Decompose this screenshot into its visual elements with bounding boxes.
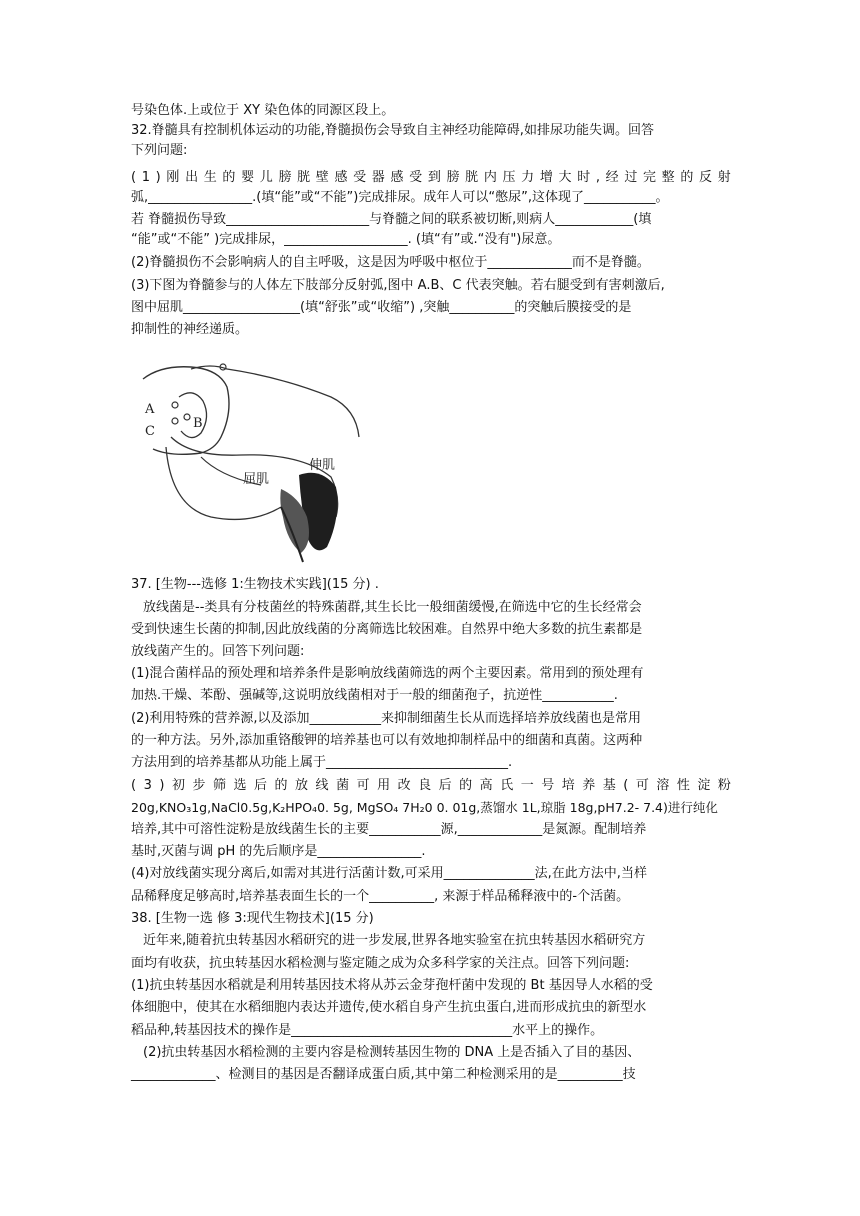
question-37-part-3: ( 3 ) 初 步 筛 选 后 的 放 线 菌 可 用 改 良 后 的 高 氏 一 号 培 养 基 ( 可 溶 性 淀 粉 (131, 778, 731, 793)
text-line: 加热.干燥、苯酚、强碱等,这说明放线菌相对于一般的细菌孢子，抗逆性___________. (131, 688, 618, 703)
synapse-b-dot (184, 414, 190, 420)
label-c: C (145, 424, 155, 439)
sensory-nerve (191, 366, 359, 437)
label-a: A (145, 402, 155, 417)
question-32-part-3: (3)下图为脊髓参与的人体左下肢部分反射弧,图中 A.B、C 代表突触。若右腿受到有害刺激后, (131, 278, 665, 293)
question-37-part-1: (1)混合菌样品的预处理和培养条件是影响放线菌筛选的两个主要因素。常用到的预处理有 (131, 666, 644, 681)
text-line: 图中屈肌__________________(填“舒张”或“收缩”) ,突触__________的突触后膜接受的是 (131, 300, 632, 315)
text-line: _____________、检测目的基因是否翻译成蛋白质,其中第二种检测采用的是__________技 (131, 1067, 636, 1082)
text-line: 方法用到的培养基都从功能上属于____________________________. (131, 755, 513, 770)
question-38-part-2: (2)抗虫转基因水稻检测的主要内容是检测转基因生物的 DNA 上是否插入了目的基因、 (143, 1045, 641, 1060)
text-line: 放线菌是--类具有分枝菌丝的特殊菌群,其生长比一般细菌缓慢,在筛选中它的生长经常会 (143, 600, 642, 615)
text-line: 近年来,随着抗虫转基因水稻研究的进一步发展,世界各地实验室在抗虫转基因水稻研究方 (143, 933, 646, 948)
text-line: 号染色体.上或位于 XY 染色体的同源区段上。 (131, 103, 395, 118)
text-line: 受到快速生长菌的抑制,因此放线菌的分离筛选比较困难。自然界中绝大多数的抗生素都是 (131, 622, 643, 637)
text-line: 培养,其中可溶性淀粉是放线菌生长的主要___________源,_____________是氮源。配制培养 (131, 822, 647, 837)
text-line: 面均有收获，抗虫转基因水稻检测与鉴定随之成为众多科学家的关注点。回答下列问题: (131, 956, 630, 971)
text-line: 稻品种,转基因技术的操作是__________________________________水平上的操作。 (131, 1023, 604, 1038)
text-line: 的一种方法。另外,添加重铬酸钾的培养基也可以有效地抑制样品中的细菌和真菌。这两种 (131, 733, 643, 748)
text-line: 若 脊髓损伤导致______________________与脊髓之间的联系被切断,则病人____________(填 (131, 212, 652, 227)
synapse-a-dot (172, 402, 178, 408)
question-32-heading: 32.脊髓具有控制机体运动的功能,脊髓损伤会导致自主神经功能障碍,如排尿功能失调。回答 (131, 123, 654, 138)
question-38-heading: 38. [生物一选 修 3:现代生物技术](15 分) (131, 911, 374, 926)
label-flexor: 屈肌 (243, 472, 270, 487)
text-line: 弧,________________.(填“能”或“不能”)完成排尿。成年人可以“憋尿”,这体现了___________。 (131, 190, 669, 205)
reflex-arc-figure (131, 357, 361, 569)
reflex-arc-diagram (131, 357, 361, 569)
text-line: 抑制性的神经递质。 (131, 322, 249, 337)
text-line: 品稀释度足够高时,培养基表面生长的一个__________, 来源于样品稀释液中的-个活菌。 (131, 889, 630, 904)
question-37-part-4: (4)对放线菌实现分离后,如需对其进行活菌计数,可采用______________法,在此方法中,当样 (131, 866, 647, 881)
synapse-c-dot (172, 418, 178, 424)
label-b: B (193, 416, 203, 431)
spinal-cord-outline (143, 367, 229, 455)
question-37-heading: 37. [生物---选修 1:生物技术实践](15 分) . (131, 577, 379, 592)
text-line: 20g,KNO₃1g,NaCl0.5g,K₂HPO₄0. 5g, MgSO₄ 7H₂0 0. 01g,蒸馏水 1L,琼脂 18g,pH7.2- 7.4)进行纯化 (131, 800, 718, 815)
question-32-part-2: (2)脊髓损伤不会影响病人的自主呼吸，这是因为呼吸中枢位于_____________而不是脊髓。 (131, 255, 650, 270)
text-line: 下列问题: (131, 143, 188, 158)
label-extensor: 伸肌 (309, 458, 336, 473)
question-38-part-1: (1)抗虫转基因水稻就是利用转基因技术将从苏云金芽孢杆菌中发现的 Bt 基因导人水稻的受 (131, 978, 653, 993)
text-line: 体细胞中，使其在水稻细胞内表达并遗传,使水稻自身产生抗虫蛋白,进而形成抗虫的新型水 (131, 1000, 647, 1015)
question-37-part-2: (2)利用特殊的营养源,以及添加___________来抑制细菌生长从而选择培养放线菌也是常用 (131, 711, 642, 726)
text-line: 基时,灭菌与调 pH 的先后顺序是________________. (131, 844, 426, 859)
text-line: 放线菌产生的。回答下列问题: (131, 644, 305, 659)
question-32-part-1: ( 1 ) 刚 出 生 的 婴 儿 膀 胱 壁 感 受 器 感 受 到 膀 胱 内 压 力 增 大 时 , 经 过 完 整 的 反 射 (131, 170, 731, 185)
text-line: “能”或“不能” )完成排尿，___________________. (填“有”或.“没有")尿意。 (131, 232, 561, 247)
